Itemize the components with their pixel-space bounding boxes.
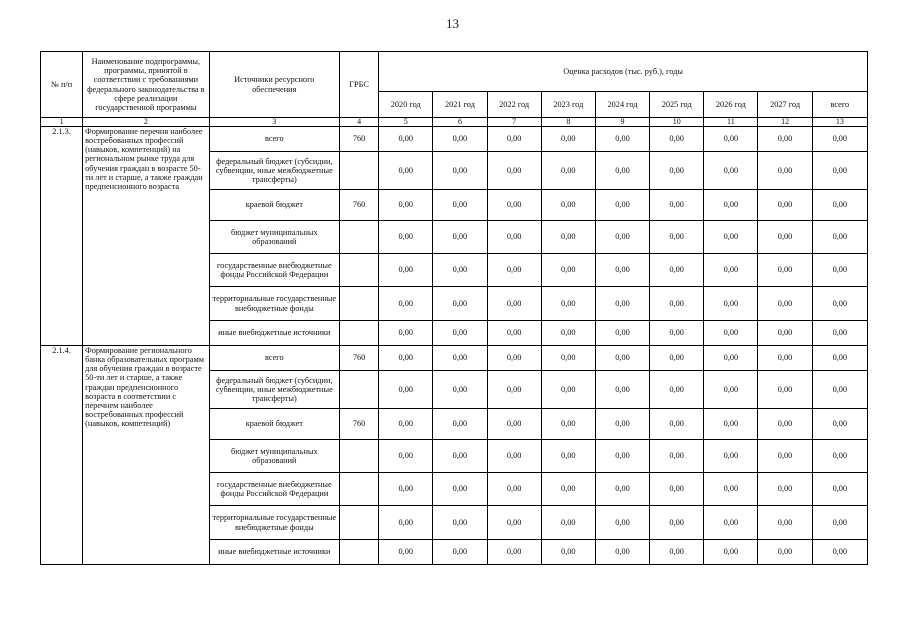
table-body bbox=[41, 127, 868, 565]
value-year: 0,00 bbox=[595, 221, 649, 254]
value-year: 0,00 bbox=[379, 409, 433, 440]
value-year: 0,00 bbox=[487, 506, 541, 540]
value-year: 0,00 bbox=[595, 540, 649, 565]
value-year: 0,00 bbox=[433, 346, 487, 371]
value-year: 0,00 bbox=[758, 221, 812, 254]
value-year: 0,00 bbox=[433, 221, 487, 254]
value-year: 0,00 bbox=[704, 506, 758, 540]
table-row bbox=[41, 346, 868, 371]
value-year: 0,00 bbox=[595, 409, 649, 440]
column-index-row bbox=[41, 118, 868, 127]
value-year: 0,00 bbox=[541, 190, 595, 221]
header-num: № п/п bbox=[41, 52, 83, 118]
value-year: 0,00 bbox=[541, 409, 595, 440]
value-year: 0,00 bbox=[379, 152, 433, 190]
grbs-code bbox=[340, 321, 379, 346]
value-year: 0,00 bbox=[650, 127, 704, 152]
value-year: 0,00 bbox=[704, 152, 758, 190]
grbs-code bbox=[340, 152, 379, 190]
value-year: 0,00 bbox=[758, 371, 812, 409]
grbs-code bbox=[340, 506, 379, 540]
value-total: 0,00 bbox=[812, 371, 867, 409]
grbs-code: 760 bbox=[340, 346, 379, 371]
grbs-code: 760 bbox=[340, 190, 379, 221]
value-year: 0,00 bbox=[758, 540, 812, 565]
value-year: 0,00 bbox=[704, 254, 758, 287]
value-year: 0,00 bbox=[379, 506, 433, 540]
value-year: 0,00 bbox=[758, 287, 812, 321]
value-year: 0,00 bbox=[379, 190, 433, 221]
value-year: 0,00 bbox=[758, 254, 812, 287]
value-year: 0,00 bbox=[541, 127, 595, 152]
value-total: 0,00 bbox=[812, 254, 867, 287]
value-year: 0,00 bbox=[541, 287, 595, 321]
value-year: 0,00 bbox=[541, 540, 595, 565]
value-year: 0,00 bbox=[487, 473, 541, 506]
value-year: 0,00 bbox=[433, 473, 487, 506]
funding-source: краевой бюджет bbox=[209, 409, 339, 440]
value-year: 0,00 bbox=[541, 440, 595, 473]
value-year: 0,00 bbox=[595, 127, 649, 152]
column-index: 13 bbox=[812, 118, 867, 127]
value-year: 0,00 bbox=[704, 190, 758, 221]
value-year: 0,00 bbox=[704, 287, 758, 321]
header-program-name: Наименование подпрограммы, программы, принятой в соответствии с требованиями федерального законодательства в сфере реализации государственной программы bbox=[83, 52, 209, 118]
value-year: 0,00 bbox=[433, 152, 487, 190]
funding-source: федеральный бюджет (субсидии, субвенции, иные межбюджетные трансферты) bbox=[209, 371, 339, 409]
value-year: 0,00 bbox=[541, 506, 595, 540]
header-grbs: ГРБС bbox=[340, 52, 379, 118]
value-year: 0,00 bbox=[595, 190, 649, 221]
column-index: 12 bbox=[758, 118, 812, 127]
value-year: 0,00 bbox=[487, 540, 541, 565]
value-year: 0,00 bbox=[758, 440, 812, 473]
value-year: 0,00 bbox=[704, 127, 758, 152]
funding-source: бюджет муниципальных образований bbox=[209, 221, 339, 254]
value-year: 0,00 bbox=[433, 190, 487, 221]
value-total: 0,00 bbox=[812, 127, 867, 152]
value-year: 0,00 bbox=[487, 221, 541, 254]
section-name: Формирование перечня наиболее востребованных профессий (навыков, компетенций) на региональном рынке труда для обучения граждан в возрасте 50-ти лет и старше, а также граждан предпенсионного возраста bbox=[83, 127, 209, 346]
grbs-code bbox=[340, 540, 379, 565]
value-year: 0,00 bbox=[758, 506, 812, 540]
value-year: 0,00 bbox=[595, 254, 649, 287]
value-year: 0,00 bbox=[704, 371, 758, 409]
grbs-code bbox=[340, 221, 379, 254]
value-year: 0,00 bbox=[541, 346, 595, 371]
value-year: 0,00 bbox=[704, 440, 758, 473]
value-year: 0,00 bbox=[650, 409, 704, 440]
value-year: 0,00 bbox=[758, 152, 812, 190]
grbs-code bbox=[340, 254, 379, 287]
value-year: 0,00 bbox=[650, 440, 704, 473]
value-year: 0,00 bbox=[541, 473, 595, 506]
grbs-code bbox=[340, 440, 379, 473]
value-year: 0,00 bbox=[595, 371, 649, 409]
value-year: 0,00 bbox=[487, 346, 541, 371]
value-year: 0,00 bbox=[541, 371, 595, 409]
funding-source: территориальные государственные внебюджетные фонды bbox=[209, 287, 339, 321]
value-year: 0,00 bbox=[433, 371, 487, 409]
header-year: 2027 год bbox=[758, 92, 812, 118]
value-year: 0,00 bbox=[379, 221, 433, 254]
value-year: 0,00 bbox=[379, 473, 433, 506]
value-total: 0,00 bbox=[812, 409, 867, 440]
funding-source: всего bbox=[209, 127, 339, 152]
value-year: 0,00 bbox=[758, 321, 812, 346]
value-year: 0,00 bbox=[433, 540, 487, 565]
funding-source: иные внебюджетные источники bbox=[209, 321, 339, 346]
value-year: 0,00 bbox=[487, 321, 541, 346]
value-year: 0,00 bbox=[487, 409, 541, 440]
funding-source: территориальные государственные внебюджетные фонды bbox=[209, 506, 339, 540]
value-total: 0,00 bbox=[812, 540, 867, 565]
value-year: 0,00 bbox=[650, 152, 704, 190]
header-expense-estimate: Оценка расходов (тыс. руб.), годы bbox=[379, 52, 868, 92]
value-year: 0,00 bbox=[379, 440, 433, 473]
column-index: 8 bbox=[541, 118, 595, 127]
section-name: Формирование регионального банка образовательных программ для обучения граждан в возрасте 50-ти лет и старше, а также граждан предпенсионного возраста в соответствии с перечнем наиболее востребованных профессий (навыков, компетенций) bbox=[83, 346, 209, 565]
value-total: 0,00 bbox=[812, 440, 867, 473]
value-year: 0,00 bbox=[650, 346, 704, 371]
column-index: 9 bbox=[595, 118, 649, 127]
value-year: 0,00 bbox=[379, 287, 433, 321]
value-year: 0,00 bbox=[595, 440, 649, 473]
header-year: 2021 год bbox=[433, 92, 487, 118]
header-year: 2025 год bbox=[650, 92, 704, 118]
grbs-code bbox=[340, 371, 379, 409]
value-year: 0,00 bbox=[487, 440, 541, 473]
funding-source: всего bbox=[209, 346, 339, 371]
funding-source: бюджет муниципальных образований bbox=[209, 440, 339, 473]
value-year: 0,00 bbox=[650, 321, 704, 346]
grbs-code: 760 bbox=[340, 409, 379, 440]
grbs-code: 760 bbox=[340, 127, 379, 152]
value-total: 0,00 bbox=[812, 346, 867, 371]
value-year: 0,00 bbox=[487, 371, 541, 409]
section-number: 2.1.3. bbox=[41, 127, 83, 346]
value-year: 0,00 bbox=[758, 346, 812, 371]
column-index: 3 bbox=[209, 118, 339, 127]
value-year: 0,00 bbox=[704, 540, 758, 565]
funding-source: федеральный бюджет (субсидии, субвенции, иные межбюджетные трансферты) bbox=[209, 152, 339, 190]
value-year: 0,00 bbox=[487, 152, 541, 190]
value-year: 0,00 bbox=[487, 127, 541, 152]
value-year: 0,00 bbox=[433, 254, 487, 287]
column-index: 1 bbox=[41, 118, 83, 127]
column-index: 4 bbox=[340, 118, 379, 127]
value-year: 0,00 bbox=[433, 287, 487, 321]
value-year: 0,00 bbox=[379, 346, 433, 371]
header-year: 2023 год bbox=[541, 92, 595, 118]
value-year: 0,00 bbox=[704, 321, 758, 346]
column-index: 11 bbox=[704, 118, 758, 127]
value-year: 0,00 bbox=[758, 127, 812, 152]
value-year: 0,00 bbox=[704, 473, 758, 506]
value-year: 0,00 bbox=[379, 254, 433, 287]
value-year: 0,00 bbox=[758, 190, 812, 221]
value-year: 0,00 bbox=[704, 221, 758, 254]
column-index: 6 bbox=[433, 118, 487, 127]
grbs-code bbox=[340, 473, 379, 506]
expense-estimate-table bbox=[40, 51, 868, 565]
value-year: 0,00 bbox=[487, 254, 541, 287]
funding-source: государственные внебюджетные фонды Российской Федерации bbox=[209, 254, 339, 287]
value-year: 0,00 bbox=[650, 287, 704, 321]
value-year: 0,00 bbox=[541, 221, 595, 254]
value-year: 0,00 bbox=[650, 221, 704, 254]
header-year: 2024 год bbox=[595, 92, 649, 118]
value-total: 0,00 bbox=[812, 152, 867, 190]
value-year: 0,00 bbox=[758, 473, 812, 506]
value-year: 0,00 bbox=[379, 371, 433, 409]
section-number: 2.1.4. bbox=[41, 346, 83, 565]
value-total: 0,00 bbox=[812, 506, 867, 540]
value-year: 0,00 bbox=[595, 321, 649, 346]
value-year: 0,00 bbox=[487, 287, 541, 321]
column-index: 2 bbox=[83, 118, 209, 127]
value-year: 0,00 bbox=[595, 506, 649, 540]
value-year: 0,00 bbox=[595, 473, 649, 506]
value-year: 0,00 bbox=[433, 321, 487, 346]
value-year: 0,00 bbox=[379, 127, 433, 152]
funding-source: государственные внебюджетные фонды Российской Федерации bbox=[209, 473, 339, 506]
funding-source: краевой бюджет bbox=[209, 190, 339, 221]
column-index: 5 bbox=[379, 118, 433, 127]
value-year: 0,00 bbox=[650, 540, 704, 565]
header-year: 2022 год bbox=[487, 92, 541, 118]
value-year: 0,00 bbox=[379, 540, 433, 565]
value-year: 0,00 bbox=[541, 152, 595, 190]
value-year: 0,00 bbox=[433, 440, 487, 473]
header-year: 2026 год bbox=[704, 92, 758, 118]
header-total: всего bbox=[812, 92, 867, 118]
value-total: 0,00 bbox=[812, 190, 867, 221]
value-year: 0,00 bbox=[433, 127, 487, 152]
value-year: 0,00 bbox=[433, 409, 487, 440]
value-year: 0,00 bbox=[595, 346, 649, 371]
value-year: 0,00 bbox=[704, 409, 758, 440]
grbs-code bbox=[340, 287, 379, 321]
value-total: 0,00 bbox=[812, 221, 867, 254]
value-year: 0,00 bbox=[758, 409, 812, 440]
value-year: 0,00 bbox=[541, 254, 595, 287]
value-year: 0,00 bbox=[487, 190, 541, 221]
header-year: 2020 год bbox=[379, 92, 433, 118]
table-row bbox=[41, 127, 868, 152]
column-index: 7 bbox=[487, 118, 541, 127]
value-year: 0,00 bbox=[650, 254, 704, 287]
value-year: 0,00 bbox=[379, 321, 433, 346]
value-year: 0,00 bbox=[704, 346, 758, 371]
value-total: 0,00 bbox=[812, 321, 867, 346]
value-year: 0,00 bbox=[541, 321, 595, 346]
column-index: 10 bbox=[650, 118, 704, 127]
value-total: 0,00 bbox=[812, 473, 867, 506]
value-total: 0,00 bbox=[812, 287, 867, 321]
value-year: 0,00 bbox=[650, 371, 704, 409]
funding-source: иные внебюджетные источники bbox=[209, 540, 339, 565]
page-number: 13 bbox=[446, 16, 459, 31]
value-year: 0,00 bbox=[650, 473, 704, 506]
value-year: 0,00 bbox=[650, 190, 704, 221]
value-year: 0,00 bbox=[595, 287, 649, 321]
header-sources: Источники ресурсного обеспечения bbox=[209, 52, 339, 118]
value-year: 0,00 bbox=[433, 506, 487, 540]
value-year: 0,00 bbox=[650, 506, 704, 540]
value-year: 0,00 bbox=[595, 152, 649, 190]
